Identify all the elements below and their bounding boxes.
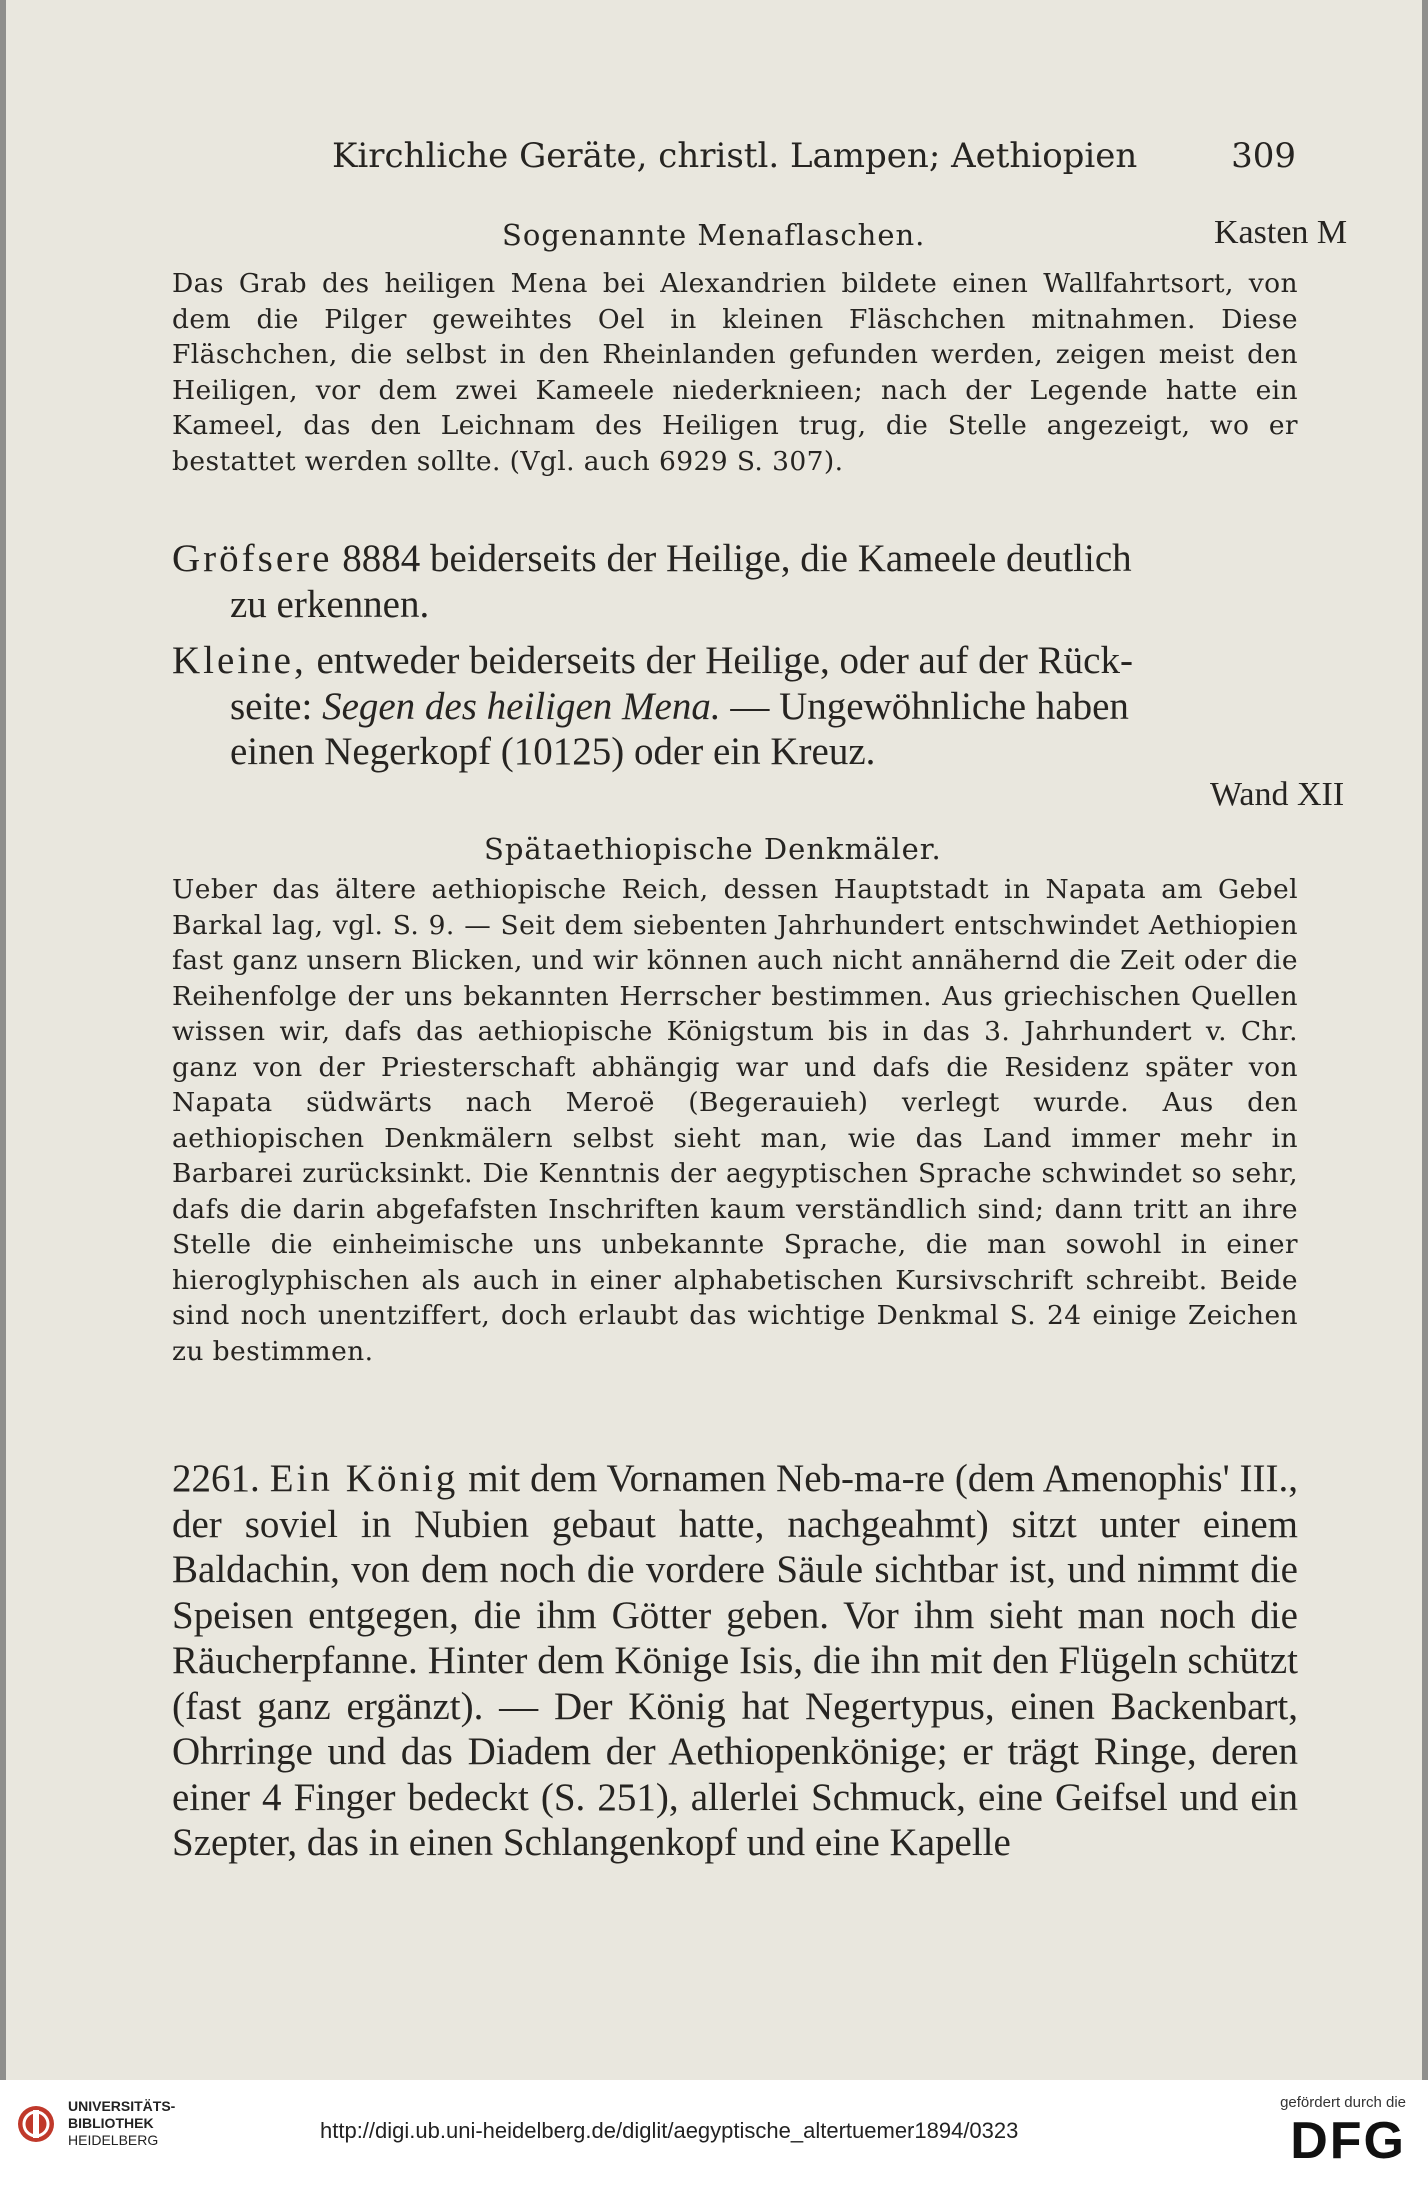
dfg-wordmark: DFG [1290, 2112, 1406, 2170]
entry-2261-number: 2261. [172, 1457, 260, 1500]
entry-groessere-key: Gröfsere [172, 537, 333, 580]
entry-2261-text: mit dem Vornamen Neb-ma-re (dem Amenophis' III., der soviel in Nubien gebaut hatte, nachgeahmt) sitzt unter einem Baldachin, von dem noch die vordere Säule sichtbar ist, und nimmt die Speisen entgegen, die ihm Götter geben. Vor ihm sieht man noch die Räucherpfanne. Hinter dem Könige Isis, die ihn mit den Flügeln schützt (fast ganz ergänzt). — Der König hat Negertypus, einen Backenbart, Ohrringe und das Diadem der Aethiopenkönige; er trägt Ringe, deren einer 4 Finger bedeckt (S. 251), allerlei Schmuck, eine Geifsel und ein Szepter, das in einen Schlangenkopf und eine Kapelle [172, 1457, 1299, 1864]
entry-kleine-key: Kleine, [172, 639, 307, 682]
entry-groessere [172, 536, 1298, 627]
library-logo[interactable] [16, 2098, 175, 2149]
section-heading-menaflaschen: Sogenannte Menaflaschen. [502, 218, 926, 252]
running-head [332, 136, 1296, 176]
spaetaethiopisch-intro: Ueber das ältere aethiopische Reich, dessen Hauptstadt in Napata am Gebel Barkal lag, vgl. S. 9. — Seit dem siebenten Jahrhundert entschwindet Aethiopien fast ganz unsern Blicken, und wir können auch nicht annähernd die Zeit oder die Reihenfolge der uns bekannten Herrscher bestimmen. Aus griechischen Quellen wissen wir, dafs das aethiopische Königstum bis in das 3. Jahrhundert v. Chr. ganz von der Priesterschaft abhängig war und dafs die Residenz später von Napata südwärts nach Meroë (Begerauieh) verlegt wurde. Aus den aethiopischen Denkmälern selbst sieht man, wie das Land immer mehr in Barbarei zurücksinkt. Die Kenntnis der aegyptischen Sprache schwindet so sehr, dafs die darin abgefafsten Inschriften kaum verständlich sind; dann tritt an ihre Stelle die einheimische uns unbekannte Sprache, die man sowohl in einer hieroglyphischen als auch in einer alphabetischen Kursivschrift schreibt. Beide sind noch unentziffert, doch erlaubt das wichtige Denkmal S. 24 einige Zeichen zu bestimmen. [172, 874, 1298, 1367]
entry-kleine-line3: einen Negerkopf (10125) oder ein Kreuz. [230, 730, 876, 773]
library-name-line1: UNIVERSITÄTS- [68, 2098, 176, 2114]
entry-kleine-seite: seite: [230, 684, 313, 728]
library-seal-icon [16, 2104, 56, 2144]
library-name-line2: BIBLIOTHEK [68, 2115, 154, 2131]
entry-groessere-cont: zu erkennen. [230, 582, 430, 626]
entry-groessere-text: 8884 beiderseits der Heilige, die Kameele deutlich [342, 537, 1132, 580]
entry-kleine-line2 [172, 684, 1298, 730]
running-title: Kirchliche Geräte, christl. Lampen; Aethiopien [332, 136, 1138, 176]
entry-kleine-remark: — Ungewöhnliche haben [730, 684, 1129, 728]
entry-2261-lead: Ein König [269, 1457, 459, 1500]
section-heading-spaetaethiopisch: Spätaethiopische Denkmäler. [484, 832, 942, 866]
page-number: 309 [1231, 136, 1296, 176]
location-marker-kasten: Kasten M [1214, 214, 1348, 251]
entry-2261 [172, 1456, 1298, 1866]
entry-kleine-inscription: Segen des heiligen Mena. [322, 684, 721, 728]
entry-kleine [172, 638, 1298, 775]
menaflaschen-intro: Das Grab des heiligen Mena bei Alexandrien bildete einen Wallfahrtsort, von dem die Pilger geweihtes Oel in kleinen Fläschchen mitnahmen. Diese Fläschchen, die selbst in den Rheinlanden gefunden werden, zeigen meist den Heiligen, vor dem zwei Kameele niederknieen; nach der Legende hatte ein Kameel, das den Leichnam des Heiligen trug, die Stelle angezeigt, wo er bestattet werden sollte. (Vgl. auch 6929 S. 307). [172, 268, 1298, 477]
scanned-page [6, 0, 1422, 2080]
library-name-line3: HEIDELBERG [68, 2132, 159, 2148]
sponsor-tagline: gefördert durch die [1280, 2094, 1406, 2111]
location-marker-wand: Wand XII [1210, 776, 1345, 813]
digitization-footer [0, 2080, 1428, 2200]
permalink-url[interactable]: http://digi.ub.uni-heidelberg.de/diglit/aegyptische_altertuemer1894/0323 [320, 2118, 1019, 2143]
entry-kleine-text: entweder beiderseits der Heilige, oder auf der Rück- [316, 639, 1133, 682]
dfg-logo[interactable] [1280, 2094, 1406, 2171]
